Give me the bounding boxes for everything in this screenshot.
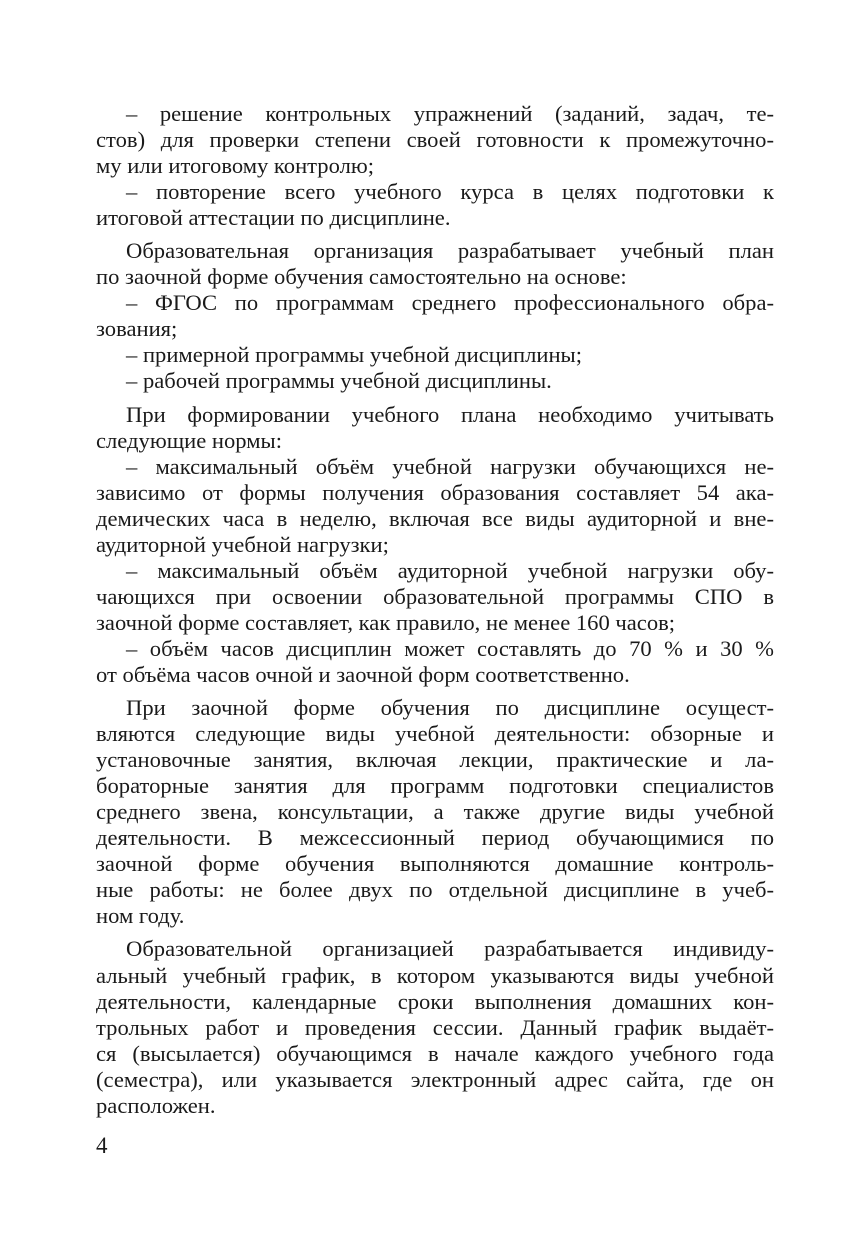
paragraph-gap (96, 929, 774, 936)
text-line: – решение контрольных упражнений (заданий, задач, те- (126, 101, 774, 126)
text-line: установочные занятия, включая лекции, практические и ла- (96, 747, 774, 773)
paragraph-gap (96, 231, 774, 238)
paragraph (96, 936, 774, 1118)
paragraph (96, 179, 774, 231)
text-line: – рабочей программы учебной дисциплины. (126, 368, 552, 394)
paragraph (96, 402, 774, 454)
text-line: зависимо от формы получения образования составляет 54 ака- (96, 479, 774, 505)
text-line: деятельности. В межсессионный период обучающимися по (96, 825, 774, 851)
text-line: заочной форме обучения выполняются домашние контроль- (96, 851, 774, 877)
page-body (96, 101, 774, 1119)
text-line: бораторные занятия для программ подготовки специалистов (96, 773, 774, 799)
paragraph (96, 101, 774, 179)
text-line: демических часа в неделю, включая все виды аудиторной и вне- (96, 505, 774, 531)
text-line: итоговой аттестации по дисциплине. (96, 205, 451, 231)
text-line: – ФГОС по программам среднего профессионального обра- (126, 290, 774, 316)
text-line: расположен. (96, 1092, 216, 1118)
text-line: по заочной форме обучения самостоятельно на основе: (96, 264, 627, 290)
paragraph (96, 368, 774, 394)
paragraph-gap (96, 395, 774, 402)
text-line: среднего звена, консультации, а также другие виды учебной (96, 799, 774, 825)
text-line: му или итоговому контролю; (96, 153, 375, 179)
paragraph (96, 636, 774, 688)
text-line: следующие нормы: (96, 427, 282, 453)
text-line: При формировании учебного плана необходимо учитывать (126, 401, 774, 427)
paragraph (96, 290, 774, 342)
text-line: чающихся при освоении образовательной программы СПО в (96, 583, 774, 609)
paragraph (96, 695, 774, 929)
page-number: 4 (96, 1133, 108, 1158)
text-line: от объёма часов очной и заочной форм соответственно. (96, 661, 630, 687)
text-line: ся (высылается) обучающимся в начале каждого учебного года (96, 1040, 774, 1066)
text-line: – объём часов дисциплин может составлять до 70 % и 30 % (126, 635, 774, 661)
text-line: зования; (96, 316, 178, 342)
text-line: Образовательная организация разрабатывает учебный план (126, 238, 774, 264)
text-line: трольных работ и проведения сессии. Данный график выдаёт- (96, 1014, 774, 1040)
text-line: – максимальный объём учебной нагрузки обучающихся не- (126, 453, 774, 479)
text-line: – примерной программы учебной дисциплины; (126, 342, 582, 368)
text-line: ные работы: не более двух по отдельной дисциплине в учеб- (96, 877, 774, 903)
paragraph (96, 454, 774, 558)
text-line: – повторение всего учебного курса в целях подготовки к (126, 179, 774, 205)
text-line: стов) для проверки степени своей готовности к промежуточно- (96, 127, 774, 153)
text-line: ном году. (96, 903, 185, 929)
text-line: вляются следующие виды учебной деятельности: обзорные и (96, 721, 774, 747)
text-line: (семестра), или указывается электронный адрес сайта, где он (96, 1066, 774, 1092)
paragraph-gap (96, 688, 774, 695)
paragraph (96, 342, 774, 368)
text-line: – максимальный объём аудиторной учебной нагрузки обу- (126, 557, 774, 583)
text-line: аудиторной учебной нагрузки; (96, 531, 389, 557)
text-line: альный учебный график, в котором указываются виды учебной (96, 962, 774, 988)
paragraph (96, 558, 774, 636)
text-line: При заочной форме обучения по дисциплине осущест- (126, 695, 774, 721)
text-line: Образовательной организацией разрабатывается индивиду- (126, 936, 774, 962)
text-line: деятельности, календарные сроки выполнения домашних кон- (96, 988, 774, 1014)
paragraph (96, 238, 774, 290)
text-line: заочной форме составляет, как правило, не менее 160 часов; (96, 609, 676, 635)
